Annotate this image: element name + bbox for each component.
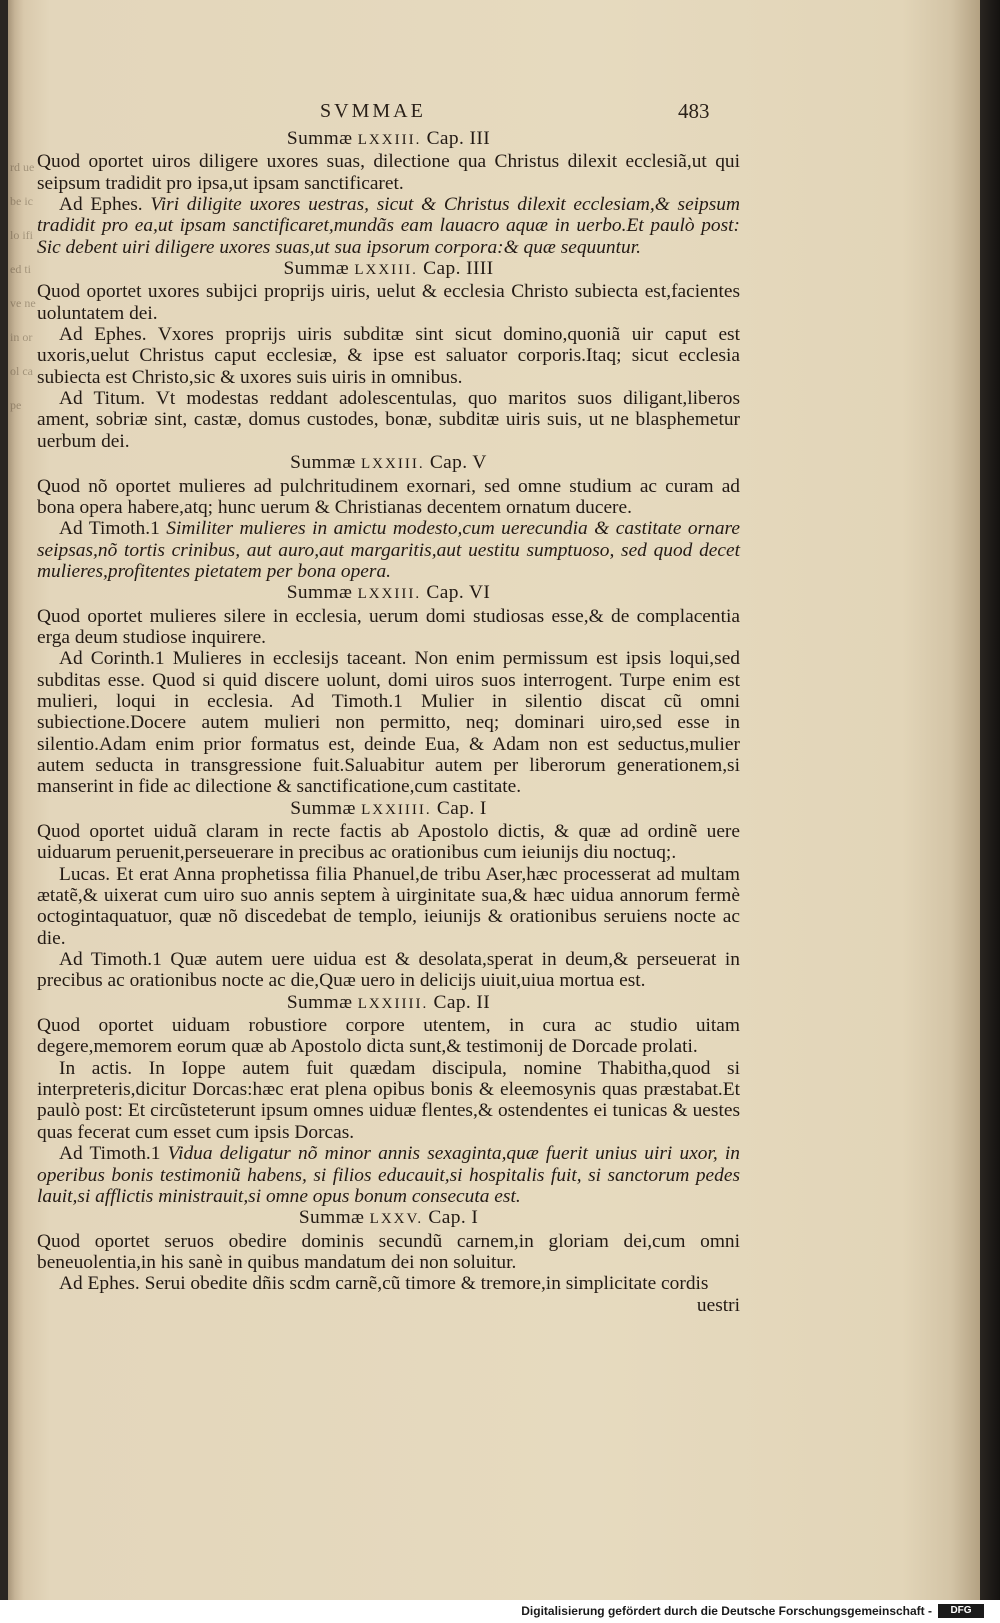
proposition: Quod nõ oportet mulieres ad pulchritudinem exornari, sed omne studium ac curam ad bona opera habere,atq; hunc uerum & Christianas decentem ornatum ducere. bbox=[37, 475, 740, 518]
chapter-heading bbox=[37, 258, 740, 281]
book-page bbox=[8, 0, 980, 1600]
citation-source: Ad Titum. bbox=[59, 388, 146, 410]
citation-text: Similiter mulieres in amictu modesto,cum uerecundia & castitate ornare seipsas,nõ tortis crinibus, aut auro,aut margaritis,aut uestitu sumptuoso, sed quod decet mulieres,profitentes pietatem per bona opera. bbox=[37, 518, 740, 582]
heading-number: LXXIIII. bbox=[357, 995, 429, 1012]
citation-text: Mulieres in ecclesijs taceant. Non enim permissum est ipsis loqui,sed subditas esse. Quod si quid discere uolunt, domi uiros suos interrogent. Turpe enim est mulieri, loqui in ecclesia. Ad Timoth.1 Mulier in silentio discat cũ omni subiectione.Docere autem mulieri non permitto, neq; dominari uiro,sed esse in silentio.Adam enim prior formatus est, deinde Eua, & Adam non est seductus,mulier autem seducta in transgressione fuit.Saluabitur autem per liberorum generationem,si manserint in fide ac dilectione & sanctificatione,cum castitate. bbox=[37, 648, 740, 798]
citation-source: Ad Ephes. bbox=[59, 324, 147, 346]
heading-summa: Summæ bbox=[283, 258, 350, 280]
heading-number: LXXV. bbox=[369, 1211, 424, 1228]
digitization-footer bbox=[0, 1600, 1000, 1623]
proposition: Quod oportet uiduam robustiore corpore utentem, in cura ac studio uitam degere,memorem eorum quæ ab Apostolo dicta sunt,& testimonij de Dorcade prolati. bbox=[37, 1015, 740, 1058]
heading-number: LXXIII. bbox=[357, 586, 422, 603]
heading-number: LXXIII. bbox=[354, 262, 418, 279]
proposition: Quod oportet uiros diligere uxores suas, dilectione qua Christus dilexit ecclesiã,ut qui seipsum tradidit pro ipsa,ut ipsam sanctificaret. bbox=[37, 151, 740, 194]
heading-cap: Cap. I bbox=[436, 797, 487, 819]
citation-paragraph bbox=[37, 388, 740, 452]
heading-summa: Summæ bbox=[286, 128, 353, 149]
citation-paragraph bbox=[37, 949, 740, 992]
dfg-logo: DFG bbox=[938, 1604, 984, 1618]
citation-text: In Ioppe autem fuit quædam discipula, nomine Thabitha,quod si interpreteris,dicitur Dorcas:hæc erat plena opibus bonis & eleemosynis quas præstabat.Et paulò post: Et circũsteterunt ipsum omnes uiduæ flentes,& ostendentes ei tunicas & uestes quas fecerat cum esset cum ipsis Dorcas. bbox=[37, 1057, 740, 1143]
citation-paragraph bbox=[37, 1273, 740, 1294]
citation-source: Ad Corinth.1 bbox=[59, 648, 165, 670]
proposition: Quod oportet uiduã claram in recte factis ab Apostolo dictis, & quæ ad ordinẽ uere uiduarum peruenit,perseuerare in precibus ac orationibus cum ieiunijs diu noctuq;. bbox=[37, 821, 740, 864]
chapter-heading bbox=[37, 798, 740, 821]
heading-summa: Summæ bbox=[286, 991, 353, 1013]
citation-paragraph bbox=[37, 1143, 740, 1207]
citation-text: Vxores proprijs uiris subditæ sint sicut domino,quoniã uir caput est uxoris,uelut Christus caput ecclesiæ, & ipse est saluator corporis.Itaq; sicut ecclesia subiecta est Christo,sic & uxores suis uiris in omnibus. bbox=[37, 324, 740, 388]
citation-source: Ad Timoth.1 bbox=[59, 1143, 161, 1165]
running-head-title: SVMMAE bbox=[320, 100, 426, 122]
proposition: Quod oportet seruos obedire dominis secundũ carnem,in gloriam dei,cum omni beneuolentia,in his sanè in quibus mandatum dei non soluitur. bbox=[37, 1230, 740, 1273]
citation-source: Ad Ephes. bbox=[59, 1273, 140, 1295]
chapter-heading bbox=[37, 582, 740, 605]
heading-summa: Summæ bbox=[286, 582, 353, 604]
catchword: uestri bbox=[696, 1294, 740, 1316]
heading-summa: Summæ bbox=[290, 797, 356, 819]
heading-number: LXXIIII. bbox=[361, 801, 432, 818]
citation-source: Ad Timoth.1 bbox=[59, 949, 162, 971]
footer-credit-text: Digitalisierung gefördert durch die Deutsche Forschungsgemeinschaft - bbox=[521, 1604, 932, 1618]
citation-paragraph bbox=[37, 324, 740, 388]
citation-text: Vt modestas reddant adolescentulas, quo maritos suos diligant,liberos ament, sobriæ sint, castæ, domus custodes, bonæ, subditæ uiris suis, ut ne blasphemetur uerbum dei. bbox=[37, 388, 740, 452]
citation-paragraph bbox=[37, 1058, 740, 1143]
citation-text: Quæ autem uere uidua est & desolata,sperat in deum,& perseuerat in precibus ac orationibus nocte ac die,Quæ uero in delicijs uiuit,uiua mortua est. bbox=[37, 949, 740, 992]
heading-cap: Cap. V bbox=[429, 452, 487, 474]
citation-source: In actis. bbox=[59, 1057, 133, 1079]
gutter-show-through-text: rd ue be ic lo ifi ed ti ve ne in or ol ca pe bbox=[10, 160, 36, 412]
citation-text: Serui obedite dñis scdm carnẽ,cũ timore & tremore,in simplicitate cordis bbox=[144, 1273, 709, 1295]
proposition: Quod oportet mulieres silere in ecclesia, uerum domi studiosas esse,& de complacentia erga deum studiose inquirere. bbox=[37, 605, 740, 648]
heading-number: LXXIII. bbox=[361, 456, 425, 473]
chapter-heading bbox=[37, 128, 740, 151]
heading-cap: Cap. VI bbox=[426, 582, 491, 604]
citation-paragraph bbox=[37, 194, 740, 258]
heading-summa: Summæ bbox=[298, 1207, 365, 1229]
heading-cap: Cap. III bbox=[426, 128, 491, 149]
citation-text: Viri diligite uxores uestras, sicut & Christus dilexit ecclesiam,& seipsum tradidit pro ea,ut ipsam sanctificaret,mundãs eam lauacro aquæ in uerbo.Et paulò post: Sic debent uiri diligere uxores suas,ut sua ipsorum corpora:& quæ sequuntur. bbox=[37, 194, 740, 258]
citation-paragraph bbox=[37, 864, 740, 949]
citation-text: Vidua deligatur nõ minor annis sexaginta,quæ fuerit unius uiri uxor, in operibus bonis testimoniũ habens, si filios educauit,si hospitalis fuit, si sanctorum pedes lauit,si afflictis ministrauit,si omne opus bonum consecuta est. bbox=[37, 1143, 740, 1207]
page-number: 483 bbox=[678, 99, 710, 123]
citation-paragraph bbox=[37, 648, 740, 797]
chapter-heading bbox=[37, 992, 740, 1015]
running-head bbox=[8, 100, 980, 130]
chapter-heading bbox=[37, 452, 740, 475]
main-text bbox=[37, 128, 740, 1316]
heading-number: LXXIII. bbox=[357, 132, 422, 148]
chapter-heading bbox=[37, 1207, 740, 1230]
citation-paragraph bbox=[37, 518, 740, 582]
heading-cap: Cap. IIII bbox=[423, 258, 494, 280]
citation-source: Ad Ephes. bbox=[59, 194, 143, 216]
heading-cap: Cap. II bbox=[433, 991, 491, 1013]
proposition: Quod oportet uxores subijci proprijs uiris, uelut & ecclesia Christo subiecta est,facientes uoluntatem dei. bbox=[37, 281, 740, 324]
heading-cap: Cap. I bbox=[428, 1207, 479, 1229]
citation-source: Lucas. bbox=[59, 863, 111, 885]
heading-summa: Summæ bbox=[290, 452, 356, 474]
citation-text: Et erat Anna prophetissa filia Phanuel,de tribu Aser,hæc processerat ad multam ætatẽ,& uixerat cum uiro suo annis septem à uirginitate sua,& hæc uidua annorum fermè octogintaquatuor, quæ nõ discedebat de templo, ieiunijs & orationibus seruiens nocte ac die. bbox=[37, 863, 740, 949]
citation-source: Ad Timoth.1 bbox=[59, 518, 160, 540]
